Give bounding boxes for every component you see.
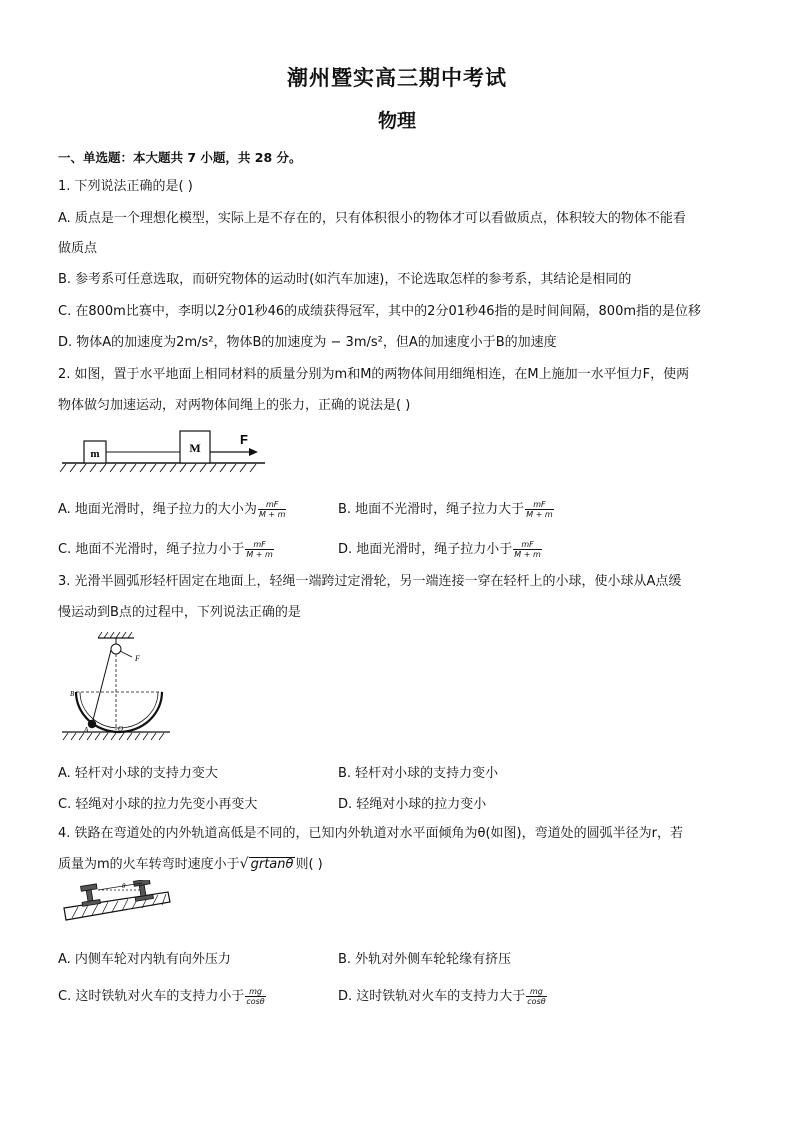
pulley: [111, 644, 121, 654]
small-ball: [88, 720, 96, 728]
fraction-numerator: mF: [258, 500, 286, 510]
fraction-denominator: M + m: [246, 550, 273, 559]
q4-stem-line1: 4. 铁路在弯道处的内外轨道高低是不同的，已知内外轨道对水平面倾角为θ(如图)，弯道处的圆弧半径为r，若: [58, 826, 683, 841]
q4-option-c-text: C. 这时铁轨对火车的支持力小于: [58, 989, 245, 1004]
fraction-numerator: mF: [513, 540, 541, 550]
q4-option-d-text: D. 这时铁轨对火车的支持力大于: [338, 989, 526, 1004]
q2-option-c-fraction: [245, 540, 273, 559]
fraction-denominator: cosθ: [527, 997, 546, 1006]
q1-option-c: C. 在800m比赛中，李明以2分01秒46的成绩获得冠军，其中的2分01秒46指的是时间间隔，800m指的是位移: [58, 304, 702, 319]
fraction-denominator: M + m: [514, 550, 541, 559]
q2-option-a: [58, 498, 286, 519]
q2-figure-blocks: [60, 425, 270, 475]
force-F-label: F: [240, 432, 248, 447]
block-M-label: M: [189, 441, 201, 455]
q1-option-a-line1: A. 质点是一个理想化模型，实际上是不存在的，只有体积很小的物体才可以看做质点，体积较大的物体不能看: [58, 211, 686, 226]
q4-stem-line2: [58, 855, 323, 874]
q3-option-a: A. 轻杆对小球的支持力变大: [58, 766, 218, 781]
fraction-numerator: mF: [525, 500, 553, 510]
fraction-numerator: mg: [526, 987, 546, 997]
q4-theta-label: θ: [122, 882, 126, 890]
fraction-numerator: mg: [245, 987, 265, 997]
fraction-denominator: M + m: [258, 510, 286, 519]
q4-option-b: B. 外轨对外侧车轮轮缘有挤压: [338, 952, 512, 967]
q2-stem-line1: 2. 如图，置于水平地面上相同材料的质量分别为m和M的两物体间用细绳相连，在M上施加一水平恒力F，使两: [58, 367, 690, 382]
q4-stem-text: 质量为m的火车转弯时速度小于: [58, 857, 240, 872]
sqrt-sign: √: [239, 856, 249, 872]
q2-option-b: [338, 498, 554, 519]
q1-stem: 1. 下列说法正确的是( ): [58, 179, 193, 194]
inner-rail: [81, 884, 101, 906]
q4-option-c: [58, 985, 266, 1006]
q3-O-label: O: [118, 725, 124, 733]
q1-option-b: B. 参考系可任意选取，而研究物体的运动时(如汽车加速)，不论选取怎样的参考系，其结论是相同的: [58, 272, 632, 287]
q2-option-a-text: A. 地面光滑时，绳子拉力的大小为: [58, 502, 257, 517]
fraction-denominator: M + m: [526, 510, 553, 519]
q2-option-b-fraction: [525, 500, 553, 519]
q3-option-c: C. 轻绳对小球的拉力先变小再变大: [58, 797, 258, 812]
block-m-label: m: [90, 448, 100, 460]
q3-stem-line2: 慢运动到B点的过程中，下列说法正确的是: [58, 605, 301, 620]
q4-figure-track: [62, 880, 172, 930]
q3-A-label: A: [84, 726, 89, 734]
q3-figure-semicircle: [62, 632, 172, 744]
exam-title: 潮州暨实高三期中考试: [287, 66, 507, 90]
q2-option-b-text: B. 地面不光滑时，绳子拉力大于: [338, 502, 525, 517]
q2-option-d-text: D. 地面光滑时，绳子拉力小于: [338, 542, 513, 557]
q2-option-c-text: C. 地面不光滑时，绳子拉力小于: [58, 542, 245, 557]
q2-option-d-fraction: [513, 540, 541, 559]
q4-option-d-fraction: [526, 987, 546, 1006]
fraction-denominator: cosθ: [246, 997, 265, 1006]
q4-option-d: [338, 985, 547, 1006]
q2-stem-line2: 物体做匀加速运动，对两物体间绳上的张力，正确的说法是( ): [58, 398, 411, 413]
q1-option-d: D. 物体A的加速度为2m/s²，物体B的加速度为 − 3m/s²，但A的加速度小于B的加速度: [58, 335, 557, 350]
q3-B-label: B: [70, 690, 75, 698]
fraction-numerator: mF: [245, 540, 273, 550]
q1-option-a-line2: 做质点: [58, 241, 98, 256]
section-heading: 一、单选题：本大题共 7 小题，共 28 分。: [58, 150, 302, 165]
q2-option-d: [338, 538, 542, 559]
q4-stem-suffix: 则( ): [295, 857, 323, 872]
q3-stem-line1: 3. 光滑半圆弧形轻杆固定在地面上，轻绳一端跨过定滑轮，另一端连接一穿在轻杆上的小球，使小球从A点缓: [58, 574, 682, 589]
q2-option-a-fraction: [258, 500, 286, 519]
q2-option-c: [58, 538, 274, 559]
q4-option-c-fraction: [245, 987, 265, 1006]
q3-option-b: B. 轻杆对小球的支持力变小: [338, 766, 499, 781]
sqrt-expression: grtanθ: [250, 857, 294, 872]
q3-F-label: F: [135, 654, 140, 663]
outer-rail: [134, 880, 154, 901]
subject-title: 物理: [377, 110, 416, 132]
q4-option-a: A. 内侧车轮对内轨有向外压力: [58, 952, 231, 967]
q3-option-d: D. 轻绳对小球的拉力变小: [338, 797, 487, 812]
